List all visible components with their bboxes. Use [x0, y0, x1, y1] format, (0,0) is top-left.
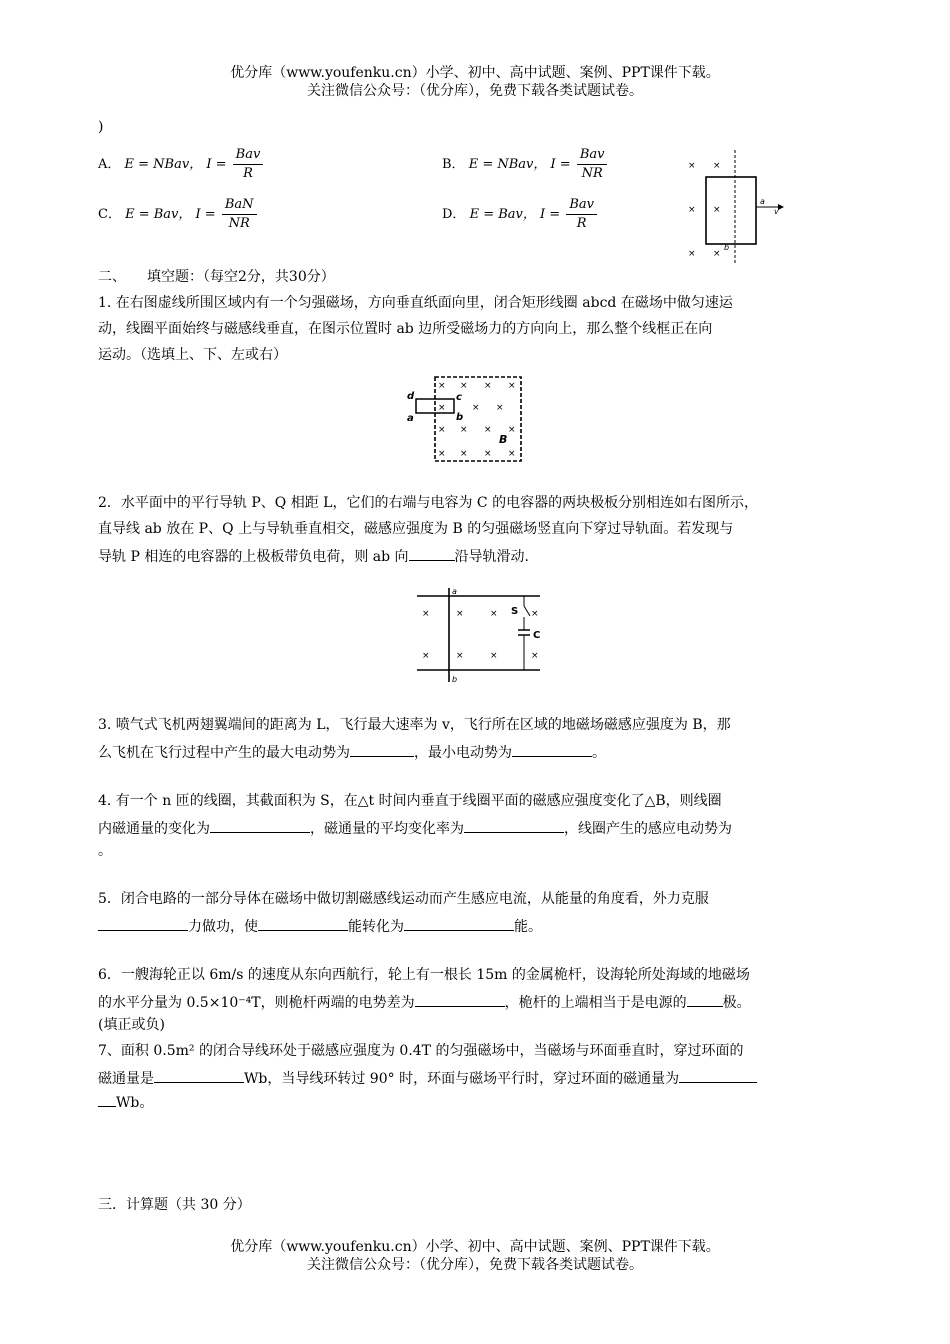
- q1-line-3: 运动。（选填上、下、左或右）: [98, 347, 287, 363]
- label-c: c: [456, 392, 462, 403]
- option-c: [98, 196, 257, 233]
- svg-text:×: ×: [456, 651, 464, 661]
- q4-line-2: 内磁通量的变化为 ，磁通量的平均变化率为 ，线圈产生的感应电动势为: [98, 818, 732, 838]
- answer-blank[interactable]: [679, 1068, 757, 1083]
- footer-line-1: 优分库（www.youfenku.cn）小学、初中、高中试题、案例、PPT课件下载。: [230, 1239, 720, 1255]
- svg-text:×: ×: [531, 609, 539, 619]
- switch-s: [524, 606, 530, 616]
- field-mark: ×: [713, 249, 721, 259]
- svg-text:×: ×: [508, 449, 516, 459]
- loop-field-figure: [400, 372, 530, 467]
- option-a-emf: E = NBav，: [124, 157, 203, 172]
- option-b-label: B．: [442, 157, 465, 172]
- label-B: B: [499, 433, 508, 446]
- rail-capacitor-figure: [412, 586, 547, 686]
- option-a-label: A．: [98, 157, 121, 172]
- svg-text:×: ×: [508, 425, 516, 435]
- q7-line-3: Wb。: [98, 1092, 153, 1112]
- answer-blank[interactable]: [415, 992, 505, 1007]
- svg-text:×: ×: [438, 403, 446, 413]
- q7-line-2: 磁通量是 Wb，当导线环转过 90° 时，环面与磁场平行时，穿过环面的磁通量为: [98, 1068, 757, 1088]
- option-c-current: I =: [195, 207, 216, 222]
- svg-text:×: ×: [422, 609, 430, 619]
- q2-line-3: 导轨 P 相连的电容器的上极板带负电荷，则 ab 向 沿导轨滑动.: [98, 546, 529, 566]
- svg-text:×: ×: [456, 609, 464, 619]
- q3-line-2: 么飞机在飞行过程中产生的最大电动势为 ，最小电动势为 。: [98, 742, 606, 762]
- footer-line-2: 关注微信公众号：（优分库），免费下载各类试题试卷。: [307, 1257, 643, 1273]
- answer-blank[interactable]: [350, 742, 414, 757]
- option-d: [442, 196, 597, 233]
- question-tail: ): [98, 119, 104, 135]
- q4-line-1: 4. 有一个 n 匝的线圈，其截面积为 S，在△t 时间内垂直于线圈平面的磁感应强度变化了△B，则线圈: [98, 793, 722, 809]
- svg-text:×: ×: [438, 381, 446, 391]
- label-c: C: [533, 630, 541, 641]
- option-b-fraction: $\frac{\text{Bav}}{NR}$: [577, 146, 608, 183]
- answer-blank[interactable]: [687, 992, 723, 1007]
- q1-line-1: 1. 在右图虚线所围区域内有一个匀强磁场，方向垂直纸面向里，闭合矩形线圈 abcd 在磁场中做匀速运: [98, 295, 733, 311]
- field-mark: ×: [688, 205, 696, 215]
- field-mark: ×: [688, 161, 696, 171]
- section-3-title: 三．计算题（共 30 分）: [98, 1197, 251, 1213]
- q2-line-1: 2．水平面中的平行导轨 P、Q 相距 L，它们的右端与电容为 C 的电容器的两块极板分别相连如右图所示，: [98, 495, 759, 511]
- coil-figure: [680, 150, 790, 265]
- field-mark: ×: [713, 161, 721, 171]
- answer-blank[interactable]: [154, 1068, 244, 1083]
- q6-line-3: (填正或负): [98, 1017, 165, 1033]
- svg-text:×: ×: [484, 381, 492, 391]
- option-a-current: I =: [206, 157, 227, 172]
- section-2-title: 二、 填空题：（每空2分，共30分）: [98, 269, 335, 285]
- answer-blank[interactable]: [210, 818, 310, 833]
- svg-text:×: ×: [484, 449, 492, 459]
- label-b: b: [724, 243, 730, 252]
- label-v: v: [774, 207, 779, 216]
- svg-text:×: ×: [422, 651, 430, 661]
- header-line-2: 关注微信公众号：（优分库），免费下载各类试题试卷。: [307, 83, 643, 99]
- header-line-1: 优分库（www.youfenku.cn）小学、初中、高中试题、案例、PPT课件下载。: [230, 65, 720, 81]
- svg-text:×: ×: [496, 403, 504, 413]
- label-d: d: [407, 391, 415, 402]
- label-a: a: [452, 587, 457, 596]
- option-a: [98, 146, 263, 183]
- option-d-current: I =: [540, 207, 561, 222]
- svg-text:×: ×: [438, 449, 446, 459]
- svg-text:×: ×: [490, 609, 498, 619]
- label-b: b: [452, 675, 458, 684]
- answer-blank[interactable]: [464, 818, 564, 833]
- svg-text:×: ×: [460, 449, 468, 459]
- option-d-label: D．: [442, 207, 466, 222]
- svg-text:×: ×: [508, 381, 516, 391]
- option-d-fraction: $\frac{\text{Bav}}{R}$: [566, 196, 597, 233]
- answer-blank[interactable]: [98, 1092, 116, 1107]
- svg-text:×: ×: [438, 425, 446, 435]
- label-a: a: [760, 197, 765, 206]
- svg-text:×: ×: [490, 651, 498, 661]
- label-s: S: [511, 606, 519, 617]
- answer-blank[interactable]: [404, 916, 514, 931]
- field-mark: ×: [713, 205, 721, 215]
- q5-line-2: 力做功，使 能转化为 能。: [98, 916, 542, 936]
- svg-text:×: ×: [484, 425, 492, 435]
- q4-line-3: 。: [98, 843, 112, 859]
- option-a-fraction: $\frac{\text{Bav}}{R}$: [233, 146, 264, 183]
- svg-text:×: ×: [460, 425, 468, 435]
- q3-line-1: 3. 喷气式飞机两翅翼端间的距离为 L，飞行最大速率为 v，飞行所在区域的地磁场磁感应强度为 B，那: [98, 717, 731, 733]
- option-c-label: C．: [98, 207, 121, 222]
- label-a: a: [407, 413, 414, 424]
- q7-line-1: 7、面积 0.5m² 的闭合导线环处于磁感应强度为 0.4T 的匀强磁场中，当磁场与环面垂直时，穿过环面的: [98, 1043, 744, 1059]
- q1-line-2: 动，线圈平面始终与磁感线垂直，在图示位置时 ab 边所受磁场力的方向向上，那么整个线框正在向: [98, 321, 713, 337]
- option-b-emf: E = NBav，: [468, 157, 547, 172]
- answer-blank[interactable]: [512, 742, 592, 757]
- answer-blank[interactable]: [258, 916, 348, 931]
- svg-text:×: ×: [460, 381, 468, 391]
- option-c-emf: E = Bav，: [125, 207, 192, 222]
- q5-line-1: 5．闭合电路的一部分导体在磁场中做切割磁感线运动而产生感应电流，从能量的角度看，外力克服: [98, 891, 709, 907]
- option-b: [442, 146, 607, 183]
- q6-line-2: 的水平分量为 0.5×10⁻⁴T，则桅杆两端的电势差为 ，桅杆的上端相当于是电源的 极。: [98, 992, 751, 1012]
- q2-line-2: 直导线 ab 放在 P、Q 上与导轨垂直相交，磁感应强度为 B 的匀强磁场竖直向下穿过导轨面。若发现与: [98, 521, 734, 537]
- q6-line-1: 6．一艘海轮正以 6m/s 的速度从东向西航行，轮上有一根长 15m 的金属桅杆，设海轮所处海域的地磁场: [98, 967, 750, 983]
- answer-blank[interactable]: [409, 546, 455, 561]
- svg-text:×: ×: [472, 403, 480, 413]
- option-b-current: I =: [550, 157, 571, 172]
- svg-text:×: ×: [531, 651, 539, 661]
- arrow-head-icon: [778, 204, 784, 210]
- label-b: b: [456, 412, 464, 423]
- answer-blank[interactable]: [98, 916, 188, 931]
- option-c-fraction: $\frac{\text{BaN}}{NR}$: [222, 196, 257, 233]
- field-mark: ×: [688, 249, 696, 259]
- option-d-emf: E = Bav，: [469, 207, 536, 222]
